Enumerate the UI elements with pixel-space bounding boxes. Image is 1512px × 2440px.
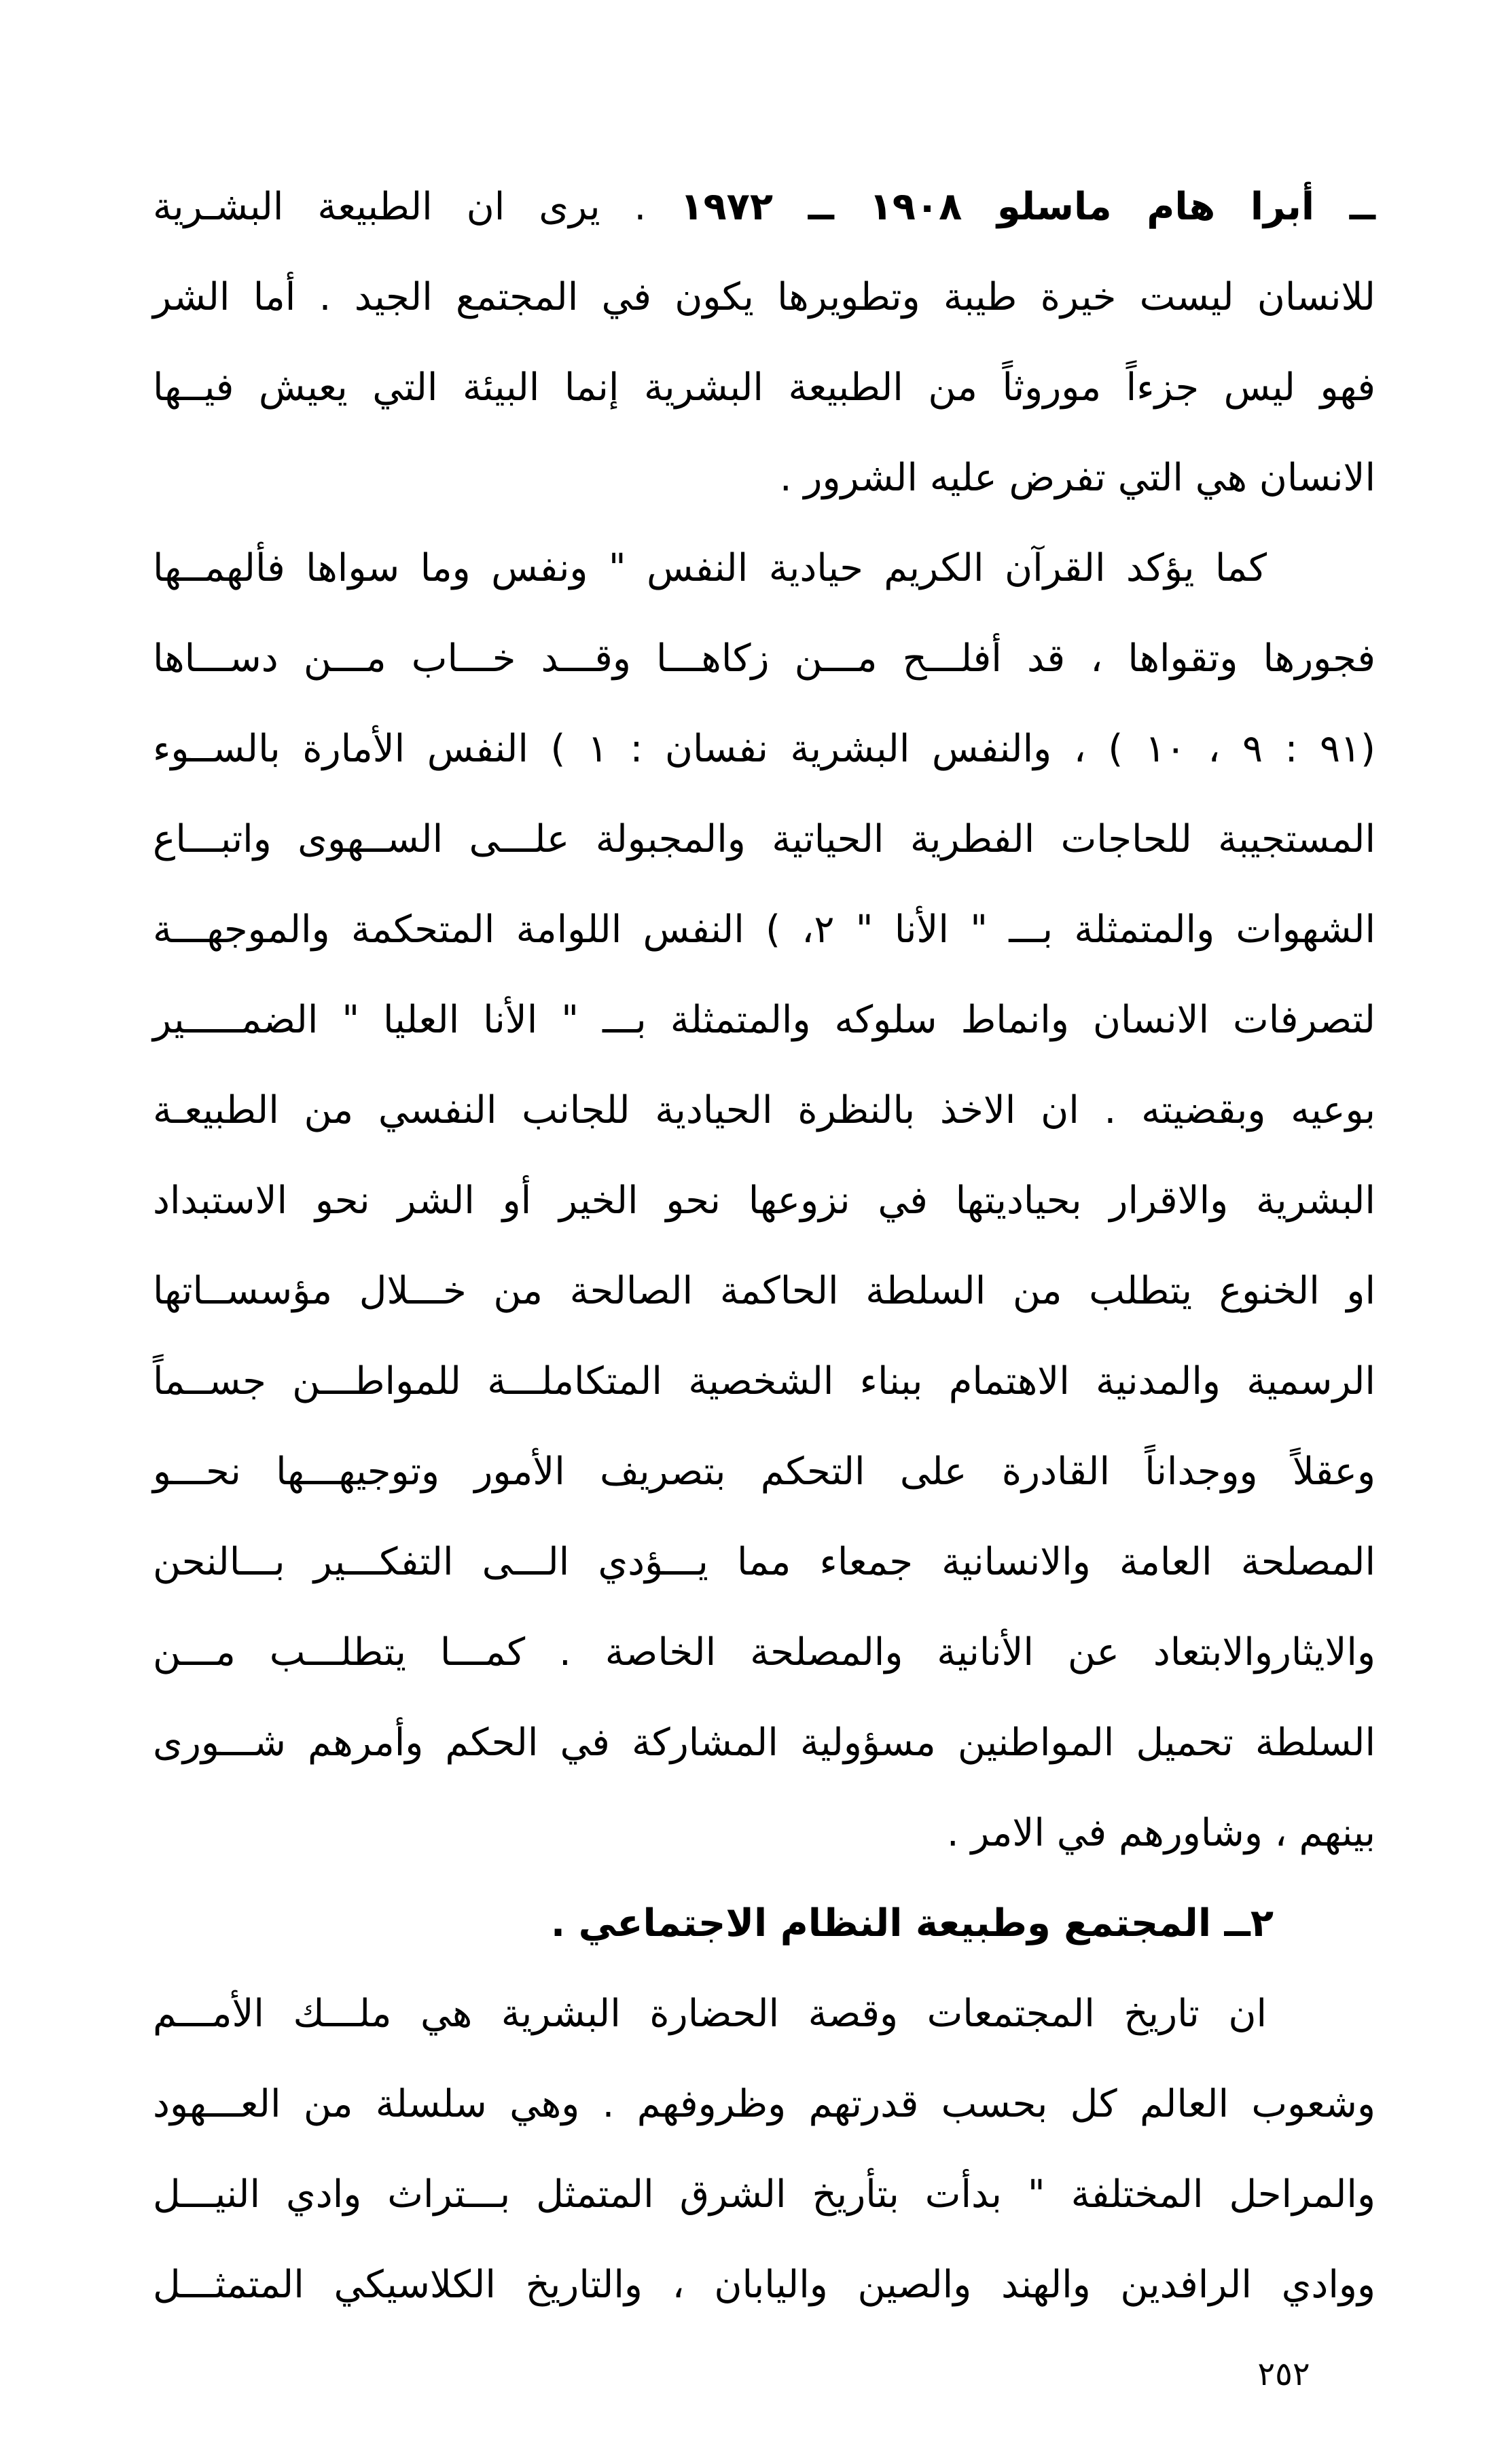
section-heading: ٢ــ المجتمع وطبيعة النظام الاجتماعي . (550, 1901, 1274, 1945)
text-line: ان تاريخ المجتمعات وقصة الحضارة البشرية هي ملـــك الأمـــم (153, 1992, 1267, 2036)
bold-phrase: ــ أبرا هام ماسلو ١٩٠٨ ــ ١٩٧٢ (680, 185, 1376, 229)
text-line: المستجيبة للحاجات الفطرية الحياتية والمجبولة علـــى الســهوى واتبـــاع (153, 817, 1375, 861)
text-line: بوعيه وبقضيته . ان الاخذ بالنظرة الحيادية للجانب النفسي من الطبيعـة (153, 1088, 1375, 1132)
text-line: والايثاروالابتعاد عن الأنانية والمصلحة الخاصة . كمـــا يتطلـــب مـــن (153, 1630, 1375, 1674)
text-line: والمراحل المختلفة " بدأت بتأريخ الشرق المتمثل بـــتراث وادي النيـــل (153, 2172, 1375, 2217)
text-line: السلطة تحميل المواطنين مسؤولية المشاركة في الحكم وأمرهم شـــورى (153, 1721, 1375, 1765)
text-line: للانسان ليست خيرة طيبة وتطويرها يكون في المجتمع الجيد . أما الشر (153, 275, 1375, 319)
text-line: فجورها وتقواها ، قد أفلـــح مـــن زكاهـــا وقـــد خـــاب مـــن دســـاها (153, 636, 1375, 681)
text-line: وعقلاً ووجداناً القادرة على التحكم بتصريف الأمور وتوجيهـــها نحـــو (153, 1450, 1375, 1494)
text-line: بينهم ، وشاورهم في الامر . (946, 1811, 1375, 1855)
text-line: او الخنوع يتطلب من السلطة الحاكمة الصالحة من خـــلال مؤسســاتها (153, 1269, 1375, 1313)
text-line: وشعوب العالم كل بحسب قدرتهم وظروفهم . وهي سلسلة من العـــهود (153, 2082, 1375, 2126)
text-line: ووادي الرافدين والهند والصين واليابان ، والتاريخ الكلاسيكي المتمثـــل (153, 2263, 1375, 2307)
text-line: الرسمية والمدنية الاهتمام ببناء الشخصية المتكاملـــة للمواطـــن جســماً (153, 1359, 1375, 1403)
text-run: . يرى ان الطبيعة البشـرية (153, 185, 681, 229)
body-text (153, 162, 1375, 2330)
text-line (153, 162, 1375, 252)
text-line: الانسان هي التي تفرض عليه الشرور . (779, 456, 1375, 500)
text-line: المصلحة العامة والانسانية جمعاء مما يـــؤدي الـــى التفكـــير بـــالنحن (153, 1540, 1375, 1584)
text-line: كما يؤكد القرآن الكريم حيادية النفس " ونفس وما سواها فألهمــها (153, 546, 1267, 590)
text-line: فهو ليس جزءاً موروثاً من الطبيعة البشرية إنما البيئة التي يعيش فيــها (153, 365, 1375, 410)
text-line: لتصرفات الانسان وانماط سلوكه والمتمثلة بـــ " الأنا العليا " الضمـــــير (153, 998, 1375, 1042)
text-line: الشهوات والمتمثلة بـــ " الأنا " ٢، ) النفس اللوامة المتحكمة والموجهـــة (153, 908, 1376, 952)
text-line: البشرية والاقرار بحياديتها في نزوعها نحو الخير أو الشر نحو الاستبداد (153, 1179, 1375, 1223)
page-number: ٢٥٢ (1257, 2355, 1310, 2393)
text-line: (٩١ : ٩ ، ١٠ ) ، والنفس البشرية نفسان : ١ ) النفس الأمارة بالســوء (153, 727, 1375, 771)
